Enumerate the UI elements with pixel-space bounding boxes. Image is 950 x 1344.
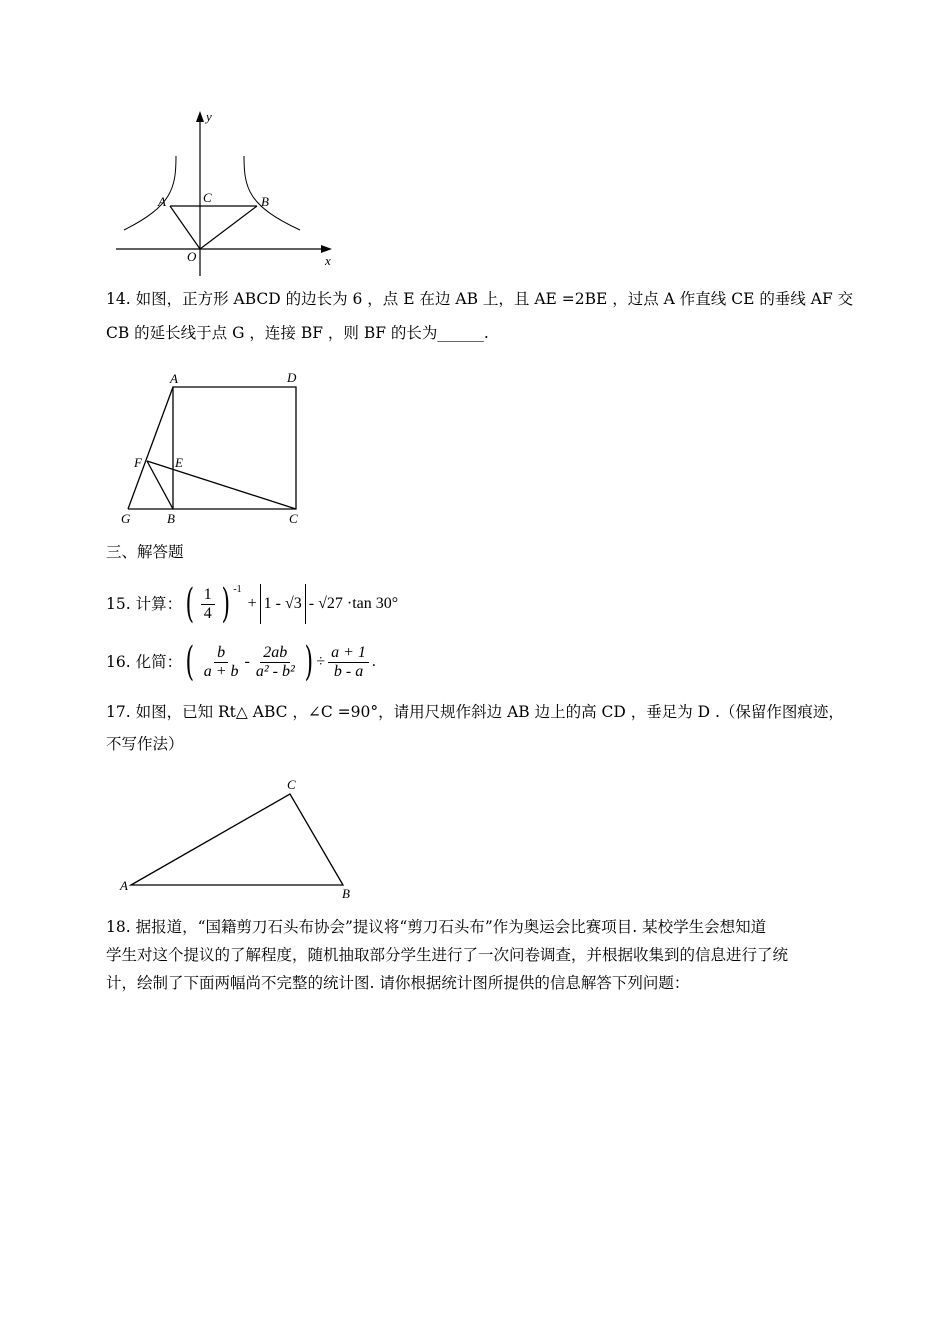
label-A: A: [170, 371, 178, 386]
q15-num: 1: [201, 586, 215, 605]
label-y: y: [206, 109, 212, 124]
label-C: C: [287, 777, 296, 792]
q16-d3: b - a: [333, 662, 364, 680]
q17-line1: 17. 如图，已知 Rt△ ABC ，∠C =90°，请用尺规作斜边 AB 边上的高 CD ，垂足为 D .（保留作图痕迹，: [106, 703, 844, 721]
label-B: B: [261, 194, 269, 209]
label-G: G: [121, 511, 131, 526]
q14-line1: 14. 如图，正方形 ABCD 的边长为 6 ，点 E 在边 AB 上，且 AE =2BE ，过点 A 作直线 CE 的垂线 AF 交: [106, 290, 854, 308]
q15-plus: +: [247, 595, 257, 612]
figure-hyperbola: [110, 108, 350, 278]
q16-n2: 2ab: [260, 644, 290, 663]
label-C: C: [289, 511, 298, 526]
q14-line2: CB 的延长线于点 G ，连接 BF ，则 BF 的长为______.: [106, 324, 489, 342]
q16-div: ÷: [316, 653, 326, 670]
q16: 16. 化简： ( $\frac{b}{a + b}$ - $\frac{2ab}{\text{a² - b²}}$ ) ÷ $\frac{a + 1}{b - a}$ .: [106, 639, 376, 685]
q16-prefix: 16. 化简：: [106, 653, 183, 671]
q18-line1: 18. 据报道，“国籍剪刀石头布协会”提议将“剪刀石头布”作为奥运会比赛项目. 某校学生会想知道: [106, 918, 767, 936]
label-A: A: [158, 194, 166, 209]
q17-line2: 不写作法）: [106, 735, 184, 753]
label-C: C: [203, 190, 212, 205]
label-B: B: [167, 511, 175, 526]
label-B: B: [342, 886, 350, 901]
label-x: x: [325, 253, 331, 268]
q15-rest: - √27 ·tan 30°: [308, 595, 399, 612]
label-F: F: [134, 455, 142, 470]
label-O: O: [187, 249, 197, 264]
q16-d2: a² - b²: [255, 662, 295, 680]
q15: 15. 计算： ( $\frac{1}{4}$ ) -1 + 1 - √3 - √27 ·tan 30°: [106, 582, 398, 626]
q15-prefix: 15. 计算：: [106, 595, 183, 613]
label-A: A: [120, 878, 128, 893]
q16-n3: a + 1: [328, 644, 369, 663]
figure-triangle: [118, 777, 358, 902]
figure-square: [115, 370, 315, 530]
q16-minus: -: [244, 653, 250, 670]
q15-exp: -1: [233, 584, 242, 595]
label-E: E: [175, 455, 183, 470]
q18-line3: 计，绘制了下面两幅尚不完整的统计图. 请你根据统计图所提供的信息解答下列问题：: [106, 974, 690, 992]
q15-den: 4: [203, 604, 212, 622]
q18-line2: 学生对这个提议的了解程度，随机抽取部分学生进行了一次问卷调查，并根据收集到的信息进行了统: [106, 946, 789, 964]
q15-abs: 1 - √3: [260, 584, 306, 624]
q16-d1: a + b: [203, 662, 239, 680]
section-heading: 三、解答题: [106, 543, 184, 561]
q16-n1: b: [214, 644, 228, 663]
label-D: D: [287, 370, 297, 385]
q16-end: .: [371, 653, 376, 670]
